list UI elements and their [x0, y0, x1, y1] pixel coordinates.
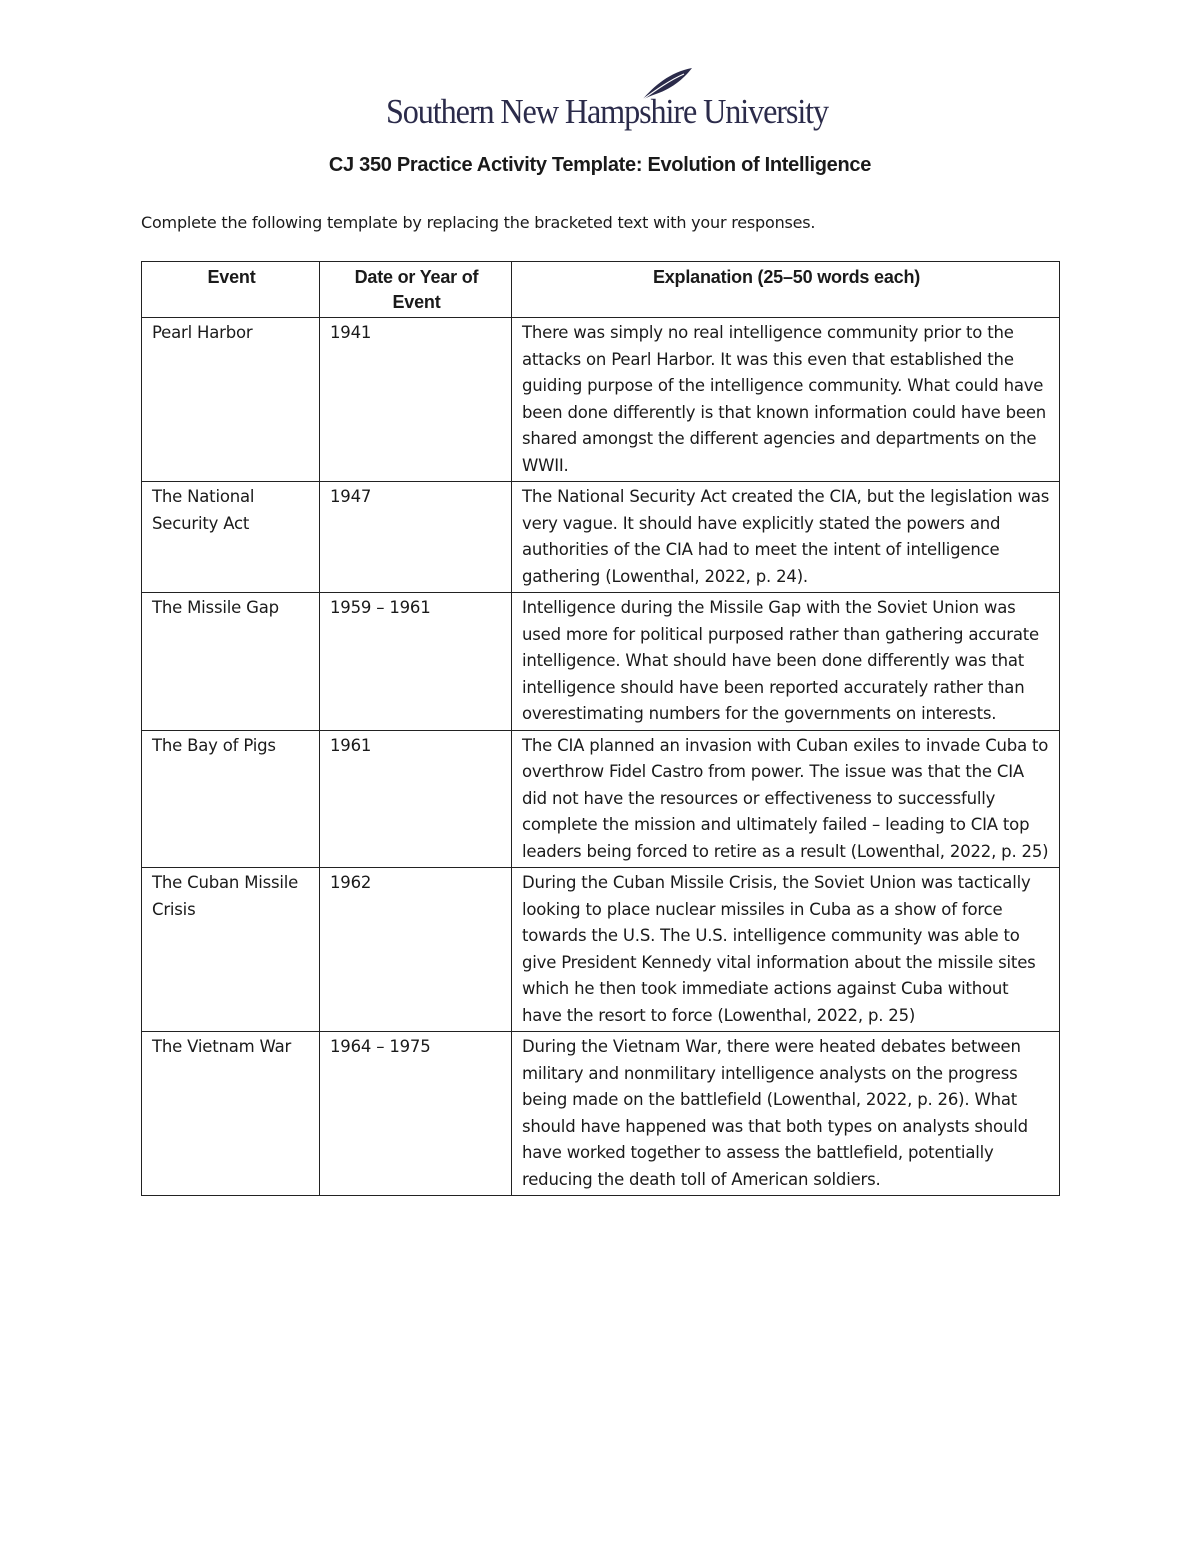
table-row	[142, 318, 1060, 482]
date-cell: 1962	[320, 868, 512, 1032]
table-row	[142, 730, 1060, 868]
event-cell: Pearl Harbor	[142, 318, 320, 482]
date-cell: 1941	[320, 318, 512, 482]
date-cell: 1964 – 1975	[320, 1032, 512, 1196]
university-logo	[386, 66, 829, 140]
explanation-cell: There was simply no real intelligence community prior to the attacks on Pearl Harbor. It was this even that established the guiding purpose of the intelligence community. What could have been done differently is that known information could have been shared amongst the different agencies and departments on the WWII.	[512, 318, 1060, 482]
explanation-cell: During the Vietnam War, there were heated debates between military and nonmilitary intelligence analysts on the progress being made on the battlefield (Lowenthal, 2022, p. 26). What should have happened was that both types on analysts should have worked together to assess the battlefield, potentially reducing the death toll of American soldiers.	[512, 1032, 1060, 1196]
table-header-row	[142, 262, 1060, 318]
date-cell: 1947	[320, 482, 512, 593]
explanation-cell: The National Security Act created the CIA, but the legislation was very vague. It should have explicitly stated the powers and authorities of the CIA had to meet the intent of intelligence gathering (Lowenthal, 2022, p. 24).	[512, 482, 1060, 593]
header-date: Date or Year of Event	[320, 262, 512, 318]
header-event: Event	[142, 262, 320, 318]
date-cell: 1961	[320, 730, 512, 868]
table-row	[142, 868, 1060, 1032]
header-explanation: Explanation (25–50 words each)	[512, 262, 1060, 318]
event-cell: The Bay of Pigs	[142, 730, 320, 868]
table-row	[142, 1032, 1060, 1196]
explanation-cell: The CIA planned an invasion with Cuban exiles to invade Cuba to overthrow Fidel Castro from power. The issue was that the CIA did not have the resources or effectiveness to successfully complete the mission and ultimately failed – leading to CIA top leaders being forced to retire as a result (Lowenthal, 2022, p. 25)	[512, 730, 1060, 868]
table-row	[142, 482, 1060, 593]
table-row	[142, 593, 1060, 731]
events-table	[141, 261, 1060, 1196]
event-cell: The Missile Gap	[142, 593, 320, 731]
event-cell: The Cuban Missile Crisis	[142, 868, 320, 1032]
explanation-cell: Intelligence during the Missile Gap with the Soviet Union was used more for political purposed rather than gathering accurate intelligence. What should have been done differently was that intelligence should have been reported accurately rather than overestimating numbers for the governments on interests.	[512, 593, 1060, 731]
page-title: CJ 350 Practice Activity Template: Evolution of Intelligence	[328, 154, 872, 176]
date-cell: 1959 – 1961	[320, 593, 512, 731]
explanation-cell: During the Cuban Missile Crisis, the Soviet Union was tactically looking to place nuclear missiles in Cuba as a show of force towards the U.S. The U.S. intelligence community was able to give President Kennedy vital information about the missile sites which he then took immediate actions against Cuba without have the resort to force (Lowenthal, 2022, p. 25)	[512, 868, 1060, 1032]
logo-text: Southern New Hampshire University	[386, 92, 829, 131]
event-cell: The National Security Act	[142, 482, 320, 593]
instructions: Complete the following template by replacing the bracketed text with your responses.	[141, 213, 816, 232]
event-cell: The Vietnam War	[142, 1032, 320, 1196]
